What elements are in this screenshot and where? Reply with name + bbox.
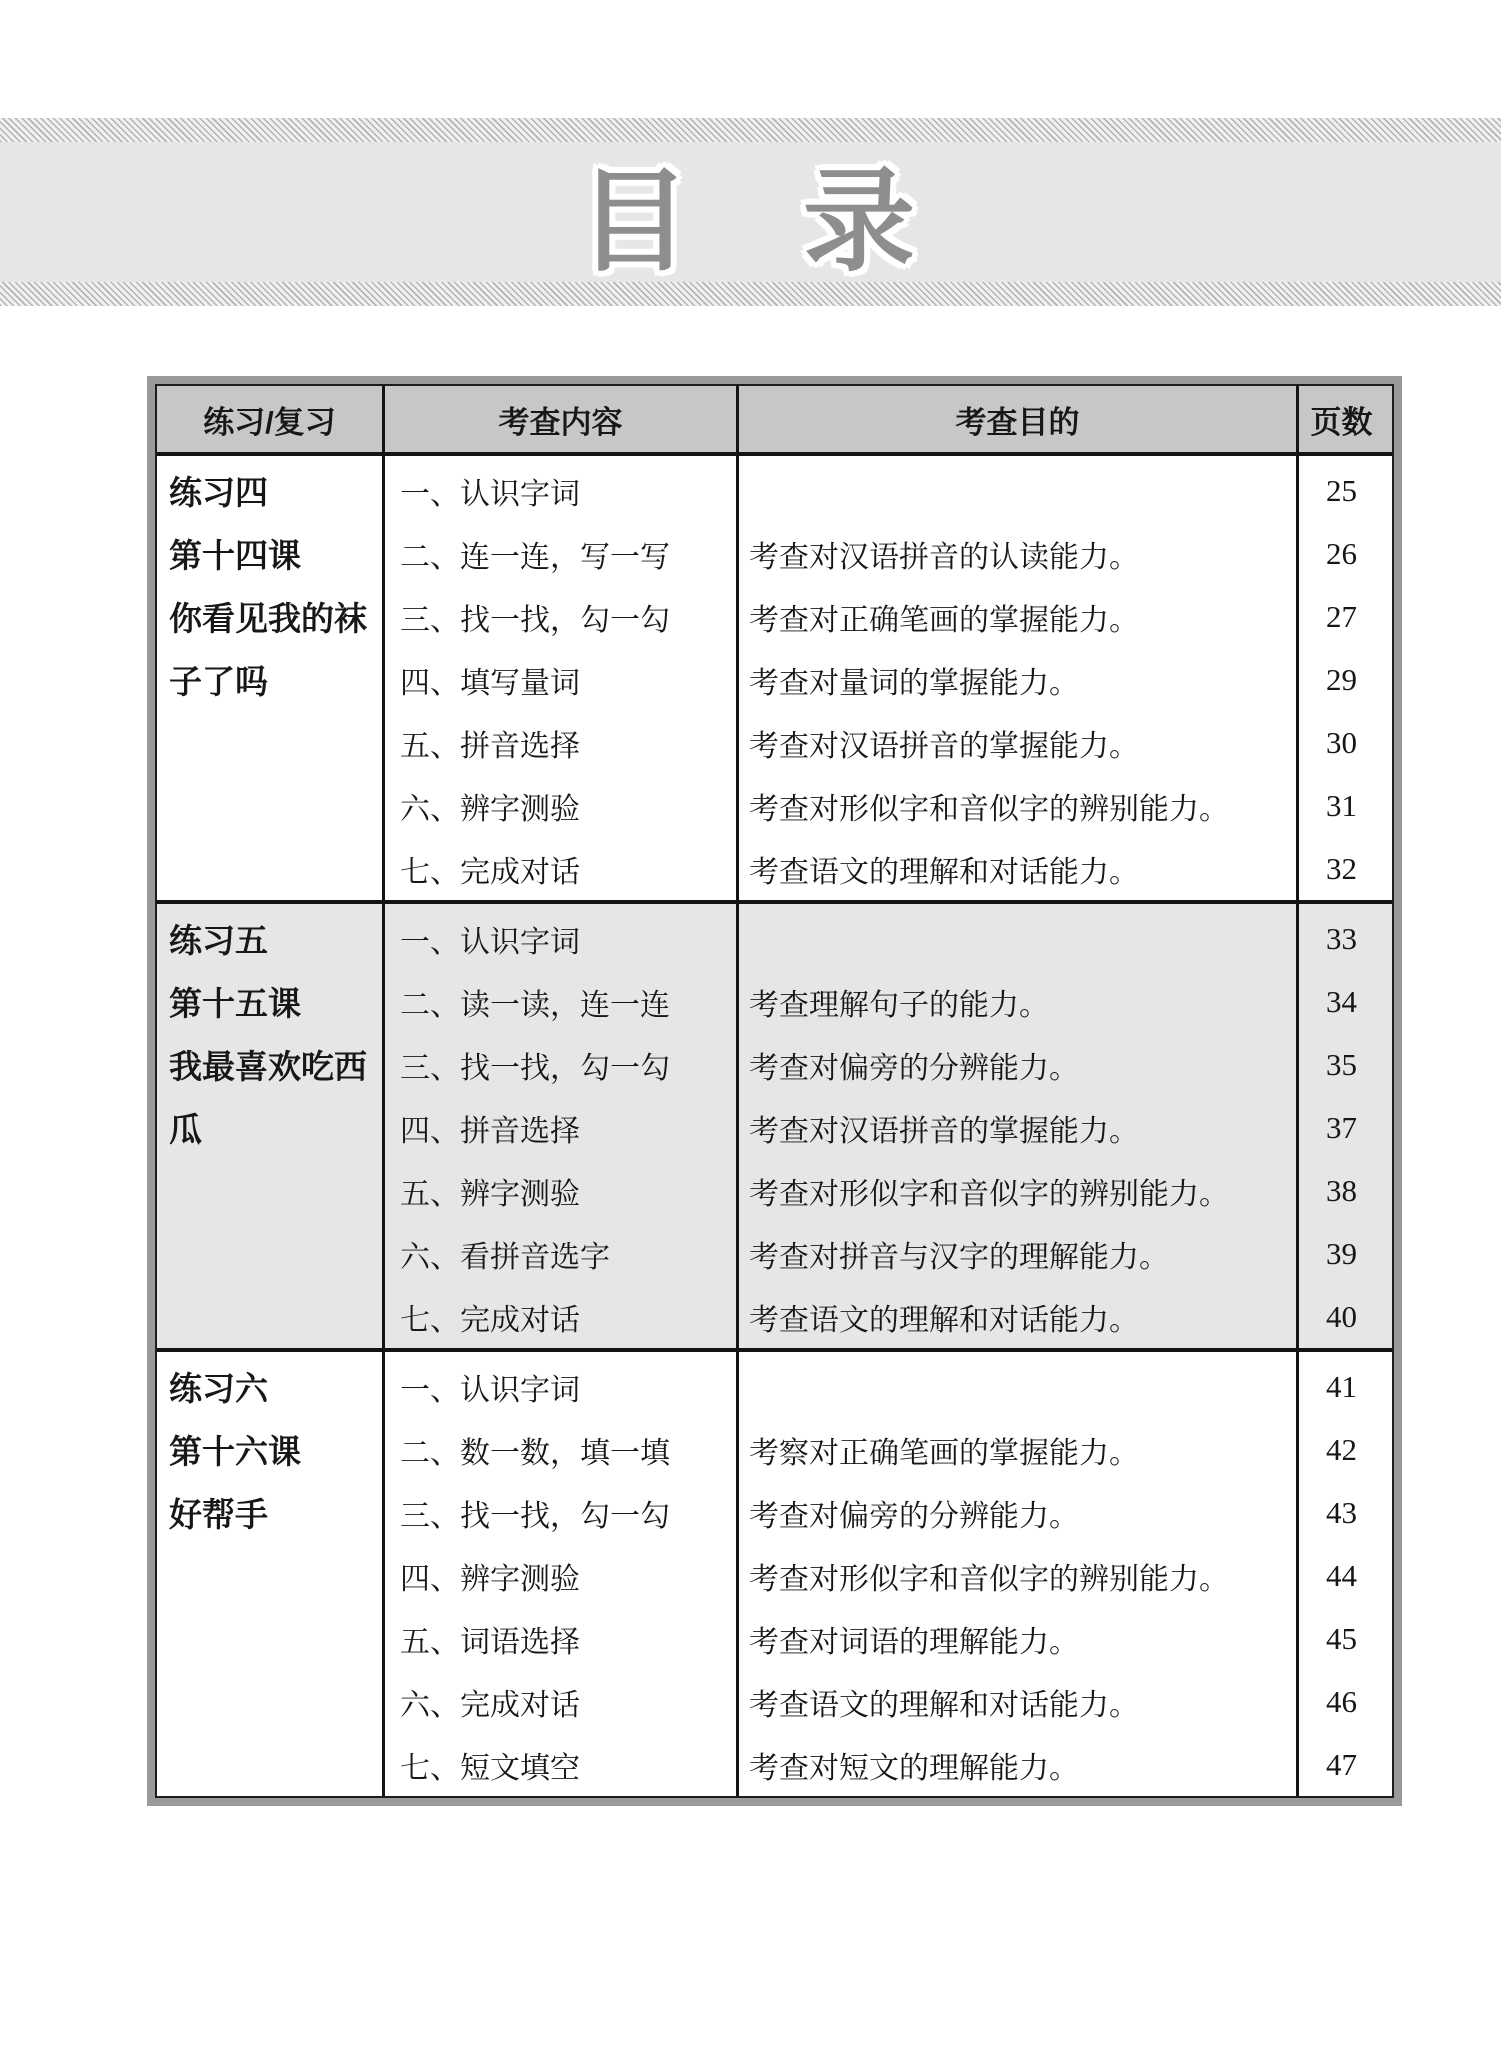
content-item: 四、填写量词 [400,666,580,700]
purpose-item: 考查对形似字和音似字的辨别能力。 [749,792,1229,826]
content-item: 四、辨字测验 [400,1562,580,1596]
content-item: 五、辨字测验 [400,1177,580,1211]
purpose-item: 考查对汉语拼音的掌握能力。 [749,1114,1139,1148]
toc-section-3 [157,1352,1392,1796]
page-number: 26 [1326,535,1357,571]
page-number: 39 [1326,1235,1357,1271]
exercise-cell [157,1352,385,1796]
page-number: 46 [1326,1683,1357,1719]
exercise-title-line: 你看见我的袜 [169,600,367,637]
purpose-cell [739,456,1299,900]
header-cell-page: 页数 [1310,404,1373,440]
page-number: 29 [1326,661,1357,697]
content-item: 七、完成对话 [400,1303,580,1337]
exercise-title-line: 子了吗 [169,663,268,700]
toc-table [155,384,1394,1798]
purpose-item: 考查对形似字和音似字的辨别能力。 [749,1177,1229,1211]
exercise-title-line: 瓜 [169,1111,202,1148]
page-number: 33 [1326,920,1357,956]
purpose-item: 考查语文的理解和对话能力。 [749,1303,1139,1337]
page-number: 30 [1326,724,1357,760]
page-number: 25 [1326,472,1357,508]
content-item: 二、读一读，连一连 [400,988,670,1022]
purpose-item [739,459,1296,522]
purpose-item: 考察对正确笔画的掌握能力。 [749,1436,1139,1470]
exercise-title-line: 第十六课 [169,1433,301,1470]
exercise-title-line: 第十四课 [169,537,301,574]
purpose-item: 考查对拼音与汉字的理解能力。 [749,1240,1169,1274]
page-number: 37 [1326,1109,1357,1145]
content-cell [385,904,739,1348]
exercise-title-line: 练习五 [169,922,268,959]
page-number: 27 [1326,598,1357,634]
content-item: 一、认识字词 [400,1373,580,1407]
purpose-cell [739,904,1299,1348]
purpose-item: 考查对短文的理解能力。 [749,1751,1079,1785]
title-banner [0,118,1501,306]
page-number: 32 [1326,850,1357,886]
toc-header-row [157,386,1392,456]
content-item: 二、连一连，写一写 [400,540,670,574]
purpose-item [739,907,1296,970]
page-number: 34 [1326,983,1357,1019]
page-cell [1299,1352,1384,1796]
purpose-item: 考查对汉语拼音的认读能力。 [749,540,1139,574]
content-item: 五、拼音选择 [400,729,580,763]
page-number: 41 [1326,1368,1357,1404]
purpose-item [739,1355,1296,1418]
exercise-cell [157,456,385,900]
page-title: 目 录 [578,156,923,287]
purpose-item: 考查语文的理解和对话能力。 [749,855,1139,889]
purpose-item: 考查对偏旁的分辨能力。 [749,1051,1079,1085]
content-item: 四、拼音选择 [400,1114,580,1148]
exercise-cell [157,904,385,1348]
purpose-item: 考查对量词的掌握能力。 [749,666,1079,700]
exercise-title-line: 练习四 [169,474,268,511]
page-number: 40 [1326,1298,1357,1334]
content-item: 三、找一找，勾一勾 [400,1051,670,1085]
banner-band [0,142,1501,287]
toc-section-2 [157,904,1392,1352]
content-cell [385,456,739,900]
page-number: 43 [1326,1494,1357,1530]
header-cell-content: 考查内容 [385,386,739,452]
content-item: 七、完成对话 [400,855,580,889]
page-number: 38 [1326,1172,1357,1208]
exercise-title-line: 我最喜欢吃西 [169,1048,367,1085]
purpose-item: 考查语文的理解和对话能力。 [749,1688,1139,1722]
purpose-item: 考查对偏旁的分辨能力。 [749,1499,1079,1533]
page-cell [1299,904,1384,1348]
content-item: 二、数一数，填一填 [400,1436,670,1470]
content-item: 六、看拼音选字 [400,1240,610,1274]
purpose-cell [739,1352,1299,1796]
purpose-item: 考查对词语的理解能力。 [749,1625,1079,1659]
header-cell-exercise: 练习/复习 [157,386,385,452]
exercise-title-line: 好帮手 [169,1496,268,1533]
page-number: 42 [1326,1431,1357,1467]
page-number: 47 [1326,1746,1357,1782]
purpose-item: 考查对形似字和音似字的辨别能力。 [749,1562,1229,1596]
exercise-title-line: 练习六 [169,1370,268,1407]
toc-body [157,456,1392,1796]
header-cell-purpose: 考查目的 [739,386,1299,452]
toc-table-frame [147,376,1402,1806]
exercise-title-line: 第十五课 [169,985,301,1022]
page-number: 44 [1326,1557,1357,1593]
content-item: 一、认识字词 [400,477,580,511]
content-item: 六、辨字测验 [400,792,580,826]
content-cell [385,1352,739,1796]
page-cell [1299,456,1384,900]
purpose-item: 考查对汉语拼音的掌握能力。 [749,729,1139,763]
content-item: 三、找一找，勾一勾 [400,603,670,637]
content-item: 六、完成对话 [400,1688,580,1722]
page-number: 45 [1326,1620,1357,1656]
content-item: 五、词语选择 [400,1625,580,1659]
purpose-item: 考查理解句子的能力。 [749,988,1049,1022]
content-item: 七、短文填空 [400,1751,580,1785]
content-item: 三、找一找，勾一勾 [400,1499,670,1533]
purpose-item: 考查对正确笔画的掌握能力。 [749,603,1139,637]
page-number: 31 [1326,787,1357,823]
toc-section-1 [157,456,1392,904]
page-number: 35 [1326,1046,1357,1082]
content-item: 一、认识字词 [400,925,580,959]
